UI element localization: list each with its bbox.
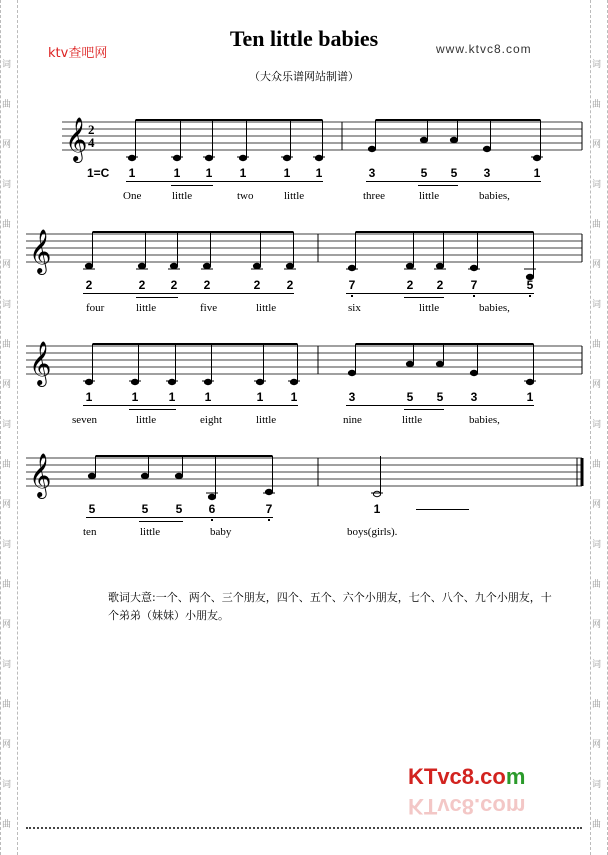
watermark-char: 网 xyxy=(2,740,12,750)
lyric-word: babies, xyxy=(479,190,510,202)
staff-note xyxy=(420,137,427,142)
lyric-word: six xyxy=(348,302,361,314)
jianpu-note: 1 xyxy=(168,390,176,404)
lyric-word: ten xyxy=(83,526,97,538)
jianpu-note: 5 xyxy=(406,390,414,404)
jianpu-note: 2 xyxy=(170,278,178,292)
low-octave-dot xyxy=(351,295,353,297)
staff-note xyxy=(348,370,355,375)
low-octave-dot xyxy=(268,519,270,521)
watermark-char: 网 xyxy=(592,740,602,750)
staff-note xyxy=(256,379,263,384)
staff-note xyxy=(88,473,95,478)
lyric-word: little xyxy=(136,302,157,314)
staff-note xyxy=(128,155,135,160)
watermark-char: 词 xyxy=(592,300,602,310)
jianpu-note: 5 xyxy=(141,502,149,516)
staff-note xyxy=(175,473,182,478)
watermark-char: 曲 xyxy=(2,220,12,230)
sixteenth-underline xyxy=(136,297,178,298)
treble-clef-icon: 𝄞 xyxy=(29,341,52,385)
footer-dotted-line xyxy=(26,827,582,829)
staff-note xyxy=(368,146,375,151)
staff-system xyxy=(26,229,582,280)
tie-extension-line xyxy=(416,509,469,510)
staff-note xyxy=(436,361,443,366)
watermark-char: 网 xyxy=(592,140,602,150)
jianpu-note: 5 xyxy=(436,390,444,404)
lyric-word: babies, xyxy=(469,414,500,426)
staff-note xyxy=(526,379,533,384)
watermark-char: 词 xyxy=(2,660,12,670)
jianpu-note: 1 xyxy=(85,390,93,404)
staff-note xyxy=(138,263,145,268)
treble-clef-icon: 𝄞 xyxy=(65,117,88,161)
eighth-underline xyxy=(83,405,298,406)
staff-note xyxy=(373,491,380,496)
treble-clef-icon: 𝄞 xyxy=(29,453,52,497)
lyric-word: little xyxy=(136,414,157,426)
jianpu-note: 1 xyxy=(131,390,139,404)
lyric-word: boys(girls). xyxy=(347,526,398,538)
watermark-char: 词 xyxy=(2,420,12,430)
jianpu-note: 2 xyxy=(253,278,261,292)
lyric-word: little xyxy=(172,190,193,202)
jianpu-note: 1 xyxy=(533,166,541,180)
lyric-word: babies, xyxy=(479,302,510,314)
watermark-char: 网 xyxy=(2,140,12,150)
jianpu-note: 7 xyxy=(470,278,478,292)
watermark-char: 曲 xyxy=(2,100,12,110)
subtitle: （大众乐谱网站制谱） xyxy=(249,70,359,83)
lyric-word: nine xyxy=(343,414,362,426)
watermark-char: 曲 xyxy=(2,700,12,710)
watermark-char: 网 xyxy=(592,620,602,630)
sixteenth-underline xyxy=(129,409,176,410)
watermark-char: 网 xyxy=(2,260,12,270)
staff-system xyxy=(26,453,582,500)
jianpu-note: 3 xyxy=(483,166,491,180)
staff-note xyxy=(208,494,215,499)
time-signature-top: 2 xyxy=(88,122,95,137)
jianpu-note: 1 xyxy=(205,166,213,180)
watermark-char: 曲 xyxy=(2,340,12,350)
watermark-char: 曲 xyxy=(592,340,602,350)
logo-main: KTvc8.co xyxy=(408,764,506,789)
jianpu-note: 1 xyxy=(373,502,381,516)
lyric-word: little xyxy=(284,190,305,202)
jianpu-note: 5 xyxy=(88,502,96,516)
staff-note xyxy=(483,146,490,151)
jianpu-note: 3 xyxy=(470,390,478,404)
jianpu-note: 1 xyxy=(283,166,291,180)
watermark-char: 词 xyxy=(2,780,12,790)
jianpu-note: 2 xyxy=(85,278,93,292)
lyric-word: three xyxy=(363,190,385,202)
watermark-char: 网 xyxy=(592,500,602,510)
staff-note xyxy=(470,370,477,375)
staff-note xyxy=(265,489,272,494)
sixteenth-underline xyxy=(404,409,444,410)
watermark-char: 词 xyxy=(2,540,12,550)
lyric-word: little xyxy=(256,414,277,426)
time-signature-bottom: 4 xyxy=(88,135,95,150)
lyric-word: two xyxy=(237,190,254,202)
low-octave-dot xyxy=(529,295,531,297)
jianpu-note: 1 xyxy=(256,390,264,404)
eighth-underline xyxy=(126,181,323,182)
watermark-char: 曲 xyxy=(592,220,602,230)
eighth-underline xyxy=(366,181,541,182)
watermark-char: 网 xyxy=(592,260,602,270)
jianpu-note: 2 xyxy=(203,278,211,292)
watermark-char: 网 xyxy=(592,380,602,390)
watermark-char: 词 xyxy=(592,780,602,790)
staff-note xyxy=(290,379,297,384)
jianpu-note: 2 xyxy=(286,278,294,292)
watermark-char: 曲 xyxy=(592,100,602,110)
staff-note xyxy=(253,263,260,268)
jianpu-note: 5 xyxy=(526,278,534,292)
ktv-logo[interactable] xyxy=(408,764,525,790)
lyric-word: little xyxy=(419,190,440,202)
watermark-char: 词 xyxy=(2,180,12,190)
sixteenth-underline xyxy=(139,521,183,522)
sixteenth-underline xyxy=(171,185,213,186)
jianpu-note: 1 xyxy=(239,166,247,180)
watermark-char: 词 xyxy=(592,420,602,430)
staff-note xyxy=(173,155,180,160)
lyric-word: little xyxy=(140,526,161,538)
jianpu-note: 3 xyxy=(368,166,376,180)
jianpu-note: 1 xyxy=(290,390,298,404)
staff-note xyxy=(85,379,92,384)
song-title: Ten little babies xyxy=(229,26,379,51)
jianpu-note: 3 xyxy=(348,390,356,404)
staff-note xyxy=(315,155,322,160)
key-signature: 1=C xyxy=(87,166,110,180)
watermark-char: 曲 xyxy=(592,820,602,830)
staff-note xyxy=(406,361,413,366)
watermark-char: 网 xyxy=(2,500,12,510)
lyrics-meaning-note: 歌词大意:一个、两个、三个朋友，四个、五个、六个小朋友，七个、八个、九个小朋友，十个弟弟（妹妹）小朋友。 xyxy=(108,591,552,622)
lyric-word: four xyxy=(86,302,105,314)
sixteenth-underline xyxy=(418,185,458,186)
jianpu-note: 1 xyxy=(173,166,181,180)
jianpu-note: 1 xyxy=(204,390,212,404)
staff-note xyxy=(348,265,355,270)
watermark-char: 词 xyxy=(592,180,602,190)
eighth-underline xyxy=(86,517,273,518)
staff-note xyxy=(204,379,211,384)
watermark-char: 网 xyxy=(2,380,12,390)
jianpu-note: 7 xyxy=(265,502,273,516)
staff-note xyxy=(450,137,457,142)
lyric-word: little xyxy=(402,414,423,426)
staff-note xyxy=(239,155,246,160)
lyric-word: little xyxy=(256,302,277,314)
logo-tail: m xyxy=(505,764,526,789)
staff-note xyxy=(470,265,477,270)
jianpu-note: 2 xyxy=(138,278,146,292)
jianpu-note: 2 xyxy=(436,278,444,292)
staff-note xyxy=(170,263,177,268)
staff-note xyxy=(85,263,92,268)
watermark-char: 曲 xyxy=(592,700,602,710)
watermark-char: 曲 xyxy=(2,820,12,830)
staff-note xyxy=(286,263,293,268)
watermark-char: 曲 xyxy=(592,580,602,590)
brand-url[interactable]: www.ktvc8.com xyxy=(436,42,532,56)
watermark-char: 曲 xyxy=(2,460,12,470)
staff-note xyxy=(533,155,540,160)
staff-note xyxy=(283,155,290,160)
lyric-word: little xyxy=(419,302,440,314)
lyric-word: seven xyxy=(72,414,98,426)
staff-system xyxy=(26,341,582,387)
jianpu-note: 5 xyxy=(175,502,183,516)
staff-note xyxy=(205,155,212,160)
low-octave-dot xyxy=(211,519,213,521)
treble-clef-icon: 𝄞 xyxy=(29,229,52,273)
jianpu-note: 1 xyxy=(315,166,323,180)
eighth-underline xyxy=(83,293,294,294)
watermark-char: 曲 xyxy=(2,580,12,590)
staff-system xyxy=(62,117,582,163)
eighth-underline xyxy=(346,405,534,406)
jianpu-note: 2 xyxy=(406,278,414,292)
jianpu-note: 5 xyxy=(420,166,428,180)
watermark-char: 词 xyxy=(2,60,12,70)
jianpu-note: 1 xyxy=(128,166,136,180)
staff-note xyxy=(203,263,210,268)
logo-reflection: KTvc8.com xyxy=(408,794,526,819)
watermark-char: 曲 xyxy=(592,460,602,470)
watermark-char: 词 xyxy=(2,300,12,310)
staff-note xyxy=(131,379,138,384)
lyric-word: One xyxy=(123,190,142,202)
eighth-underline xyxy=(346,293,534,294)
lyric-word: eight xyxy=(200,414,222,426)
watermark-char: 词 xyxy=(592,660,602,670)
sixteenth-underline xyxy=(404,297,444,298)
staff-note xyxy=(406,263,413,268)
staff-note xyxy=(141,473,148,478)
staff-note xyxy=(168,379,175,384)
watermark-char: 词 xyxy=(592,60,602,70)
staff-note xyxy=(436,263,443,268)
low-octave-dot xyxy=(473,295,475,297)
lyric-word: baby xyxy=(210,526,232,538)
watermark-char: 词 xyxy=(592,540,602,550)
jianpu-note: 5 xyxy=(450,166,458,180)
brand-left-text[interactable]: ktv查吧网 xyxy=(48,46,108,61)
watermark-char: 网 xyxy=(2,620,12,630)
jianpu-note: 7 xyxy=(348,278,356,292)
jianpu-note: 1 xyxy=(526,390,534,404)
jianpu-note: 6 xyxy=(208,502,216,516)
lyric-word: five xyxy=(200,302,218,314)
